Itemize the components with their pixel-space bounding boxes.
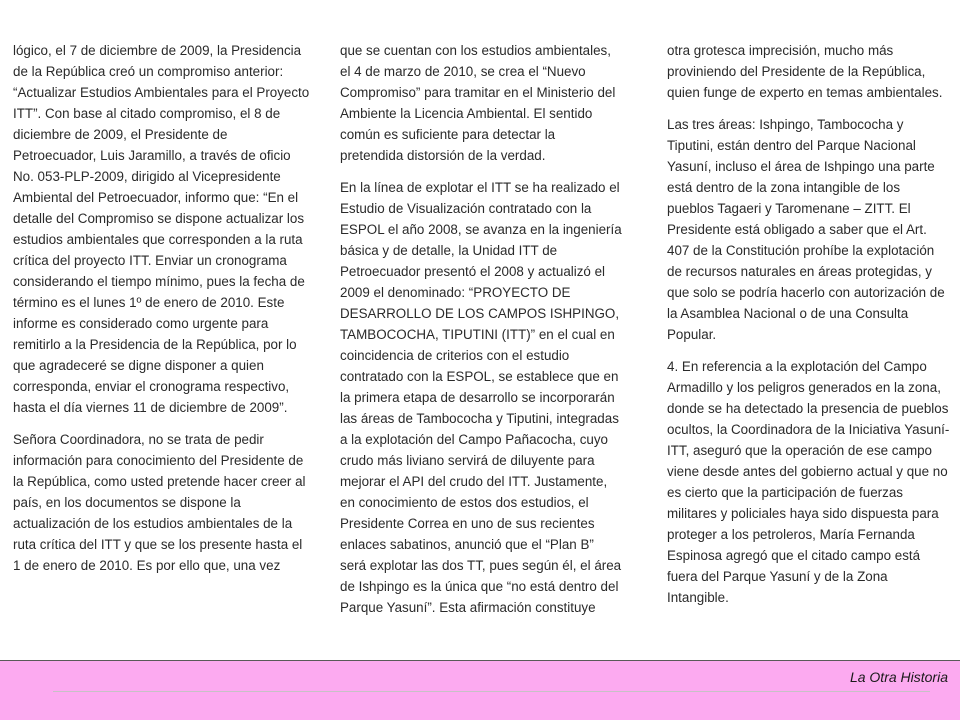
paragraph: lógico, el 7 de diciembre de 2009, la Presidencia de la República creó un compromiso anterior: “Actualizar Estudios Ambientales para el Proyecto ITT”. Con base al citado compromiso, el 8 de diciembre de 2009, el Presidente de Petroecuador, Luis Jaramillo, a través de oficio No. 053-PLP-2009, dirigido al Vicepresidente Ambiental del Petroecuador, informo que: “En el detalle del Compromiso se dispone actualizar los estudios ambientales que corresponden a la ruta crítica del proyecto ITT. Enviar un cronograma considerando el tiempo mínimo, pues la fecha de término es el lunes 1º de enero de 2010. Este informe es considerado como urgente para remitirlo a la Presidencia de la República, por lo que agradeceré se digne disponer a quien corresponda, enviar el cronograma respectivo, hasta el día viernes 11 de diciembre de 2009”. bbox=[13, 43, 310, 415]
footer-bar bbox=[0, 660, 960, 720]
paragraph: que se cuentan con los estudios ambientales, el 4 de marzo de 2010, se crea el “Nuevo Compromiso” para tramitar en el Ministerio del Ambiente la Licencia Ambiental. El sentido común es suficiente para detectar la pretendida distorsión de la verdad. bbox=[340, 43, 616, 163]
paragraph: otra grotesca imprecisión, mucho más proviniendo del Presidente de la República, quien funge de experto en temas ambientales. bbox=[667, 43, 943, 100]
text-column-1 bbox=[13, 40, 313, 587]
paragraph: 4. En referencia a la explotación del Campo Armadillo y los peligros generados en la zona, donde se ha detectado la presencia de pueblos ocultos, la Coordinadora de la Iniciativa Yasuní-ITT, aseguró que la operación de ese campo viene desde antes del gobierno actual y que no es cierto que la participación de fuerzas militares y policiales haya sido dispuesta para proteger a los petroleros, María Fernanda Espinosa agregó que el citado campo está fuera del Parque Yasuní y de la Zona Intangible. bbox=[667, 359, 950, 605]
paragraph: Señora Coordinadora, no se trata de pedir información para conocimiento del Presidente de la República, como usted pretende hacer creer al país, en los documentos se dispone la actualización de los estudios ambientales de la ruta crítica del ITT y que se los presente hasta el 1 de enero de 2010. Es por ello que, una vez bbox=[13, 432, 306, 573]
paragraph: Las tres áreas: Ishpingo, Tambocochа y Tiputini, están dentro del Parque Nacional Yasuní, incluso el área de Ishpingo una parte está dentro de la zona intangible de los pueblos Tagaeri y Taromenane – ZITT. El Presidente está obligado a saber que el Art. 407 de la Constitución prohíbe la explotación de recursos naturales en áreas protegidas, y que solo se podría hacerlo con autorización de la Asamblea Nacional o de una Consulta Popular. bbox=[667, 117, 945, 342]
paragraph: En la línea de explotar el ITT se ha realizado el Estudio de Visualización contratado con la ESPOL el año 2008, se avanza en la ingeniería básica y de detalle, la Unidad ITT de Petroecuador presentó el 2008 y actualizó el 2009 el denominado: “PROYECTO DE DESARROLLO DE LOS CAMPOS ISHPINGO, TAMBOCOCHA, TIPUTINI (ITT)” en el cual en coincidencia de criterios con el estudio contratado con la ESPOL, se establece que en la primera etapa de desarrollo se incorporarán las áreas de Tambococha y Tiputini, integradas a la explotación del Campo Pañacocha, cuyo crudo más liviano servirá de diluyente para mejorar el API del crudo del ITT. Justamente, en conocimiento de estos dos estudios, el Presidente Correa en uno de sus recientes enlaces sabatinos, anunció que el “Plan B” será explotar las dos TT, pues según él, el área de Ishpingo es la única que “no está dentro del Parque Yasuní”. Esta afirmación constituye bbox=[340, 180, 622, 615]
footer-title: La Otra Historia bbox=[849, 669, 948, 685]
text-column-2 bbox=[340, 40, 622, 629]
footer-divider bbox=[53, 691, 930, 692]
text-column-3 bbox=[667, 40, 950, 619]
